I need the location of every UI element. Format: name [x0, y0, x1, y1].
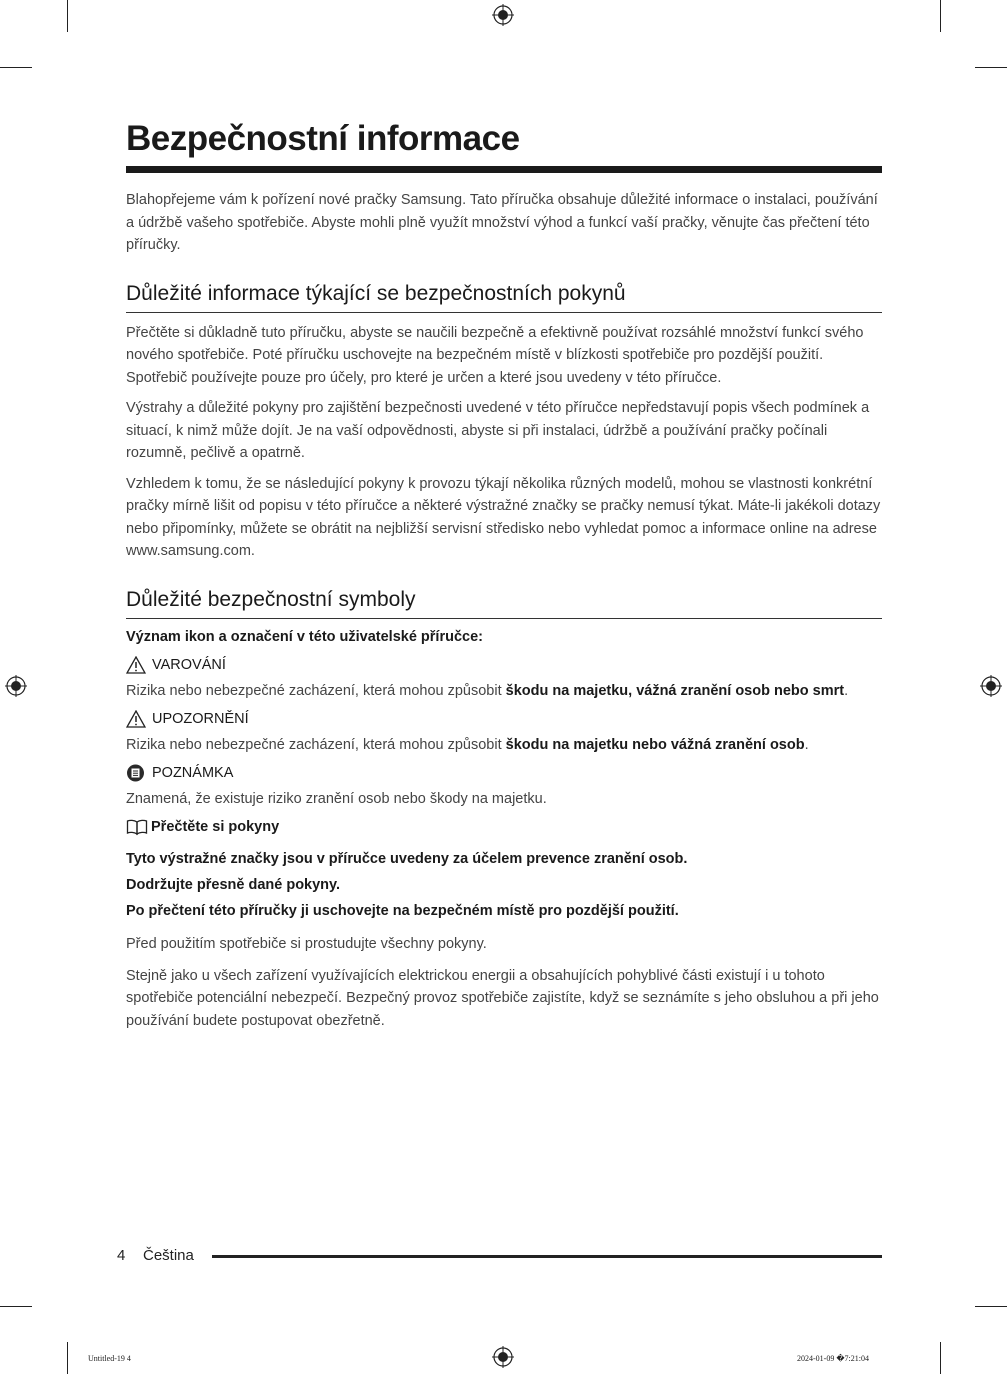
symbols-subheading: Význam ikon a označení v této uživatelské příručce: [126, 629, 483, 645]
registration-mark-icon [492, 1346, 514, 1368]
caution-triangle-icon [126, 710, 146, 728]
paragraph: Výstrahy a důležité pokyny pro zajištění bezpečnosti uvedené v této příručce nepředstavují popis všech podmínek a situací, k nimž může dojít. Je na vaší odpovědnosti, abyste si při instalaci, údržbě a používání pračky počínali rozumně, pečlivě a opatrně. [126, 400, 870, 462]
print-slug-right: 2024-01-09 �7:21:04 [797, 1354, 869, 1363]
note-label: POZNÁMKA [152, 765, 234, 781]
crop-mark [940, 1342, 941, 1374]
print-slug-left: Untitled-19 4 [88, 1354, 131, 1363]
bold-instruction-line: Dodržujte přesně dané pokyny. [126, 877, 341, 893]
section-heading-safety-symbols: Důležité bezpečnostní symboly [126, 587, 882, 619]
caution-label-row [126, 710, 882, 728]
crop-mark [975, 67, 1007, 68]
paragraph: Stejně jako u všech zařízení využívajících elektrickou energii a obsahujících pohyblivé části existují i u tohoto spotřebiče potenciální nebezpečí. Bezpečný provoz spotřebiče zajistíte, když se seznámíte s jeho obsluhou a při jeho používání budete postupovat obezřetně. [126, 967, 879, 1029]
note-label-row [126, 764, 882, 782]
bold-instructions [126, 846, 882, 924]
footer-rule [212, 1255, 882, 1258]
bold-instruction-line: Po přečtení této příručky ji uschovejte na bezpečném místě pro pozdější použití. [126, 903, 679, 919]
intro-paragraph: Blahopřejeme vám k pořízení nové pračky Samsung. Tato příručka obsahuje důležité informace o instalaci, používání a údržbě vašeho spotřebiče. Abyste mohli plně využít množství výhod a funkcí vaší pračky, věnujte čas přečtení této příručky. [126, 192, 878, 253]
warning-description: Rizika nebo nebezpečné zacházení, která mohou způsobit škodu na majetku, vážná zranění osob nebo smrt. [126, 683, 849, 699]
caution-description: Rizika nebo nebezpečné zacházení, která mohou způsobit škodu na majetku nebo vážná zranění osob. [126, 737, 809, 753]
crop-mark [0, 1306, 32, 1307]
page-title: Bezpečnostní informace [126, 118, 882, 173]
crop-mark [67, 0, 68, 32]
note-description: Znamená, že existuje riziko zranění osob nebo škody na majetku. [126, 791, 547, 807]
crop-mark [67, 1342, 68, 1374]
warning-triangle-icon [126, 656, 146, 674]
registration-mark-icon [980, 675, 1002, 697]
paragraph: Přečtěte si důkladně tuto příručku, abyste se naučili bezpečně a efektivně používat rozsáhlé množství funkcí svého nového spotřebiče. Poté příručku uschovejte na bezpečném místě v blízkosti spotřebiče pro pozdější použití. Spotřebič používejte pouze pro účely, pro které je určen a které jsou uvedeny v této příručce. [126, 324, 864, 386]
paragraph: Před použitím spotřebiče si prostudujte všechny pokyny. [126, 936, 487, 952]
crop-mark [940, 0, 941, 32]
registration-mark-icon [5, 675, 27, 697]
note-icon [126, 764, 146, 782]
section-heading-safety-instructions: Důležité informace týkající se bezpečnostních pokynů [126, 281, 882, 313]
registration-mark-icon [492, 4, 514, 26]
bold-instruction-line: Tyto výstražné značky jsou v příručce uvedeny za účelem prevence zranění osob. [126, 851, 688, 867]
page-number: 4 [117, 1247, 126, 1264]
open-book-icon [126, 818, 148, 836]
crop-mark [0, 67, 32, 68]
crop-mark [975, 1306, 1007, 1307]
read-instructions-label: Přečtěte si pokyny [151, 819, 280, 835]
page-content [126, 118, 882, 1032]
caution-label: UPOZORNĚNÍ [152, 711, 249, 727]
footer-language: Čeština [143, 1247, 194, 1264]
paragraph: Vzhledem k tomu, že se následující pokyny k provozu týkají několika různých modelů, mohou se vlastnosti konkrétní pračky mírně lišit od popisu v této příručce a některé výstražné značky se pračky nemusí týkat. Máte-li jakékoli dotazy nebo připomínky, můžete se obrátit na nejbližší servisní středisko nebo vyhledat pomoc a informace online na adrese www.samsung.com. [126, 475, 881, 560]
read-instructions-row [126, 818, 882, 836]
warning-label: VAROVÁNÍ [152, 657, 226, 673]
warning-label-row [126, 656, 882, 674]
